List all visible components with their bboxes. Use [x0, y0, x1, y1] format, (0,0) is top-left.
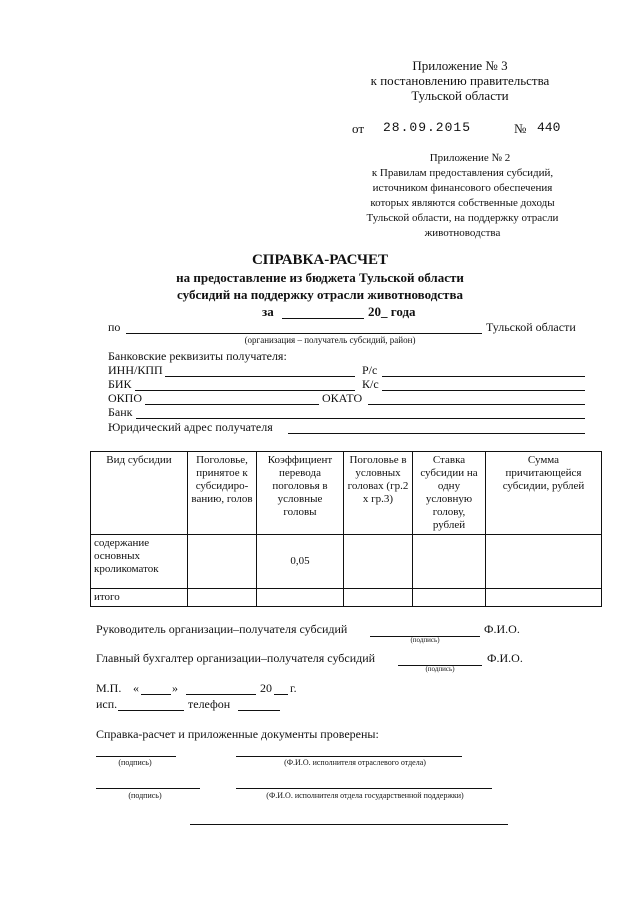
appendix3-line3: Тульской области [411, 88, 509, 103]
po-label: по [108, 320, 121, 334]
header-cell: Поголовье, принятое к субсидиро-ванию, голов [188, 452, 257, 535]
day-field[interactable] [141, 694, 171, 695]
appendix3-line2: к постановлению правительства [370, 73, 550, 88]
month-field[interactable] [186, 694, 256, 695]
decree-date: 28.09.2015 [383, 120, 472, 135]
appendix2-line1: Приложение № 2 [429, 152, 511, 164]
total-conditional-heads[interactable] [344, 589, 413, 607]
bank-field[interactable] [136, 418, 585, 419]
checker2-signature-line[interactable] [96, 788, 200, 789]
org-caption: (организация – получатель субсидий, район) [244, 335, 416, 345]
checker2-fio-caption: (Ф.И.О. исполнителя отдела государственной поддержки) [266, 791, 464, 800]
appendix2-line3: источником финансового обеспечения [372, 182, 553, 194]
accountant-signature-caption: (подпись) [425, 665, 455, 673]
phone-label: телефон [188, 697, 231, 711]
sign-year-suffix: г. [290, 681, 297, 695]
bottom-divider [190, 824, 508, 825]
subsidy-table [90, 451, 602, 607]
accountant-fio: Ф.И.О. [487, 651, 523, 665]
appendix2-line2: к Правилам предоставления субсидий, [371, 167, 554, 179]
row-coefficient: 0,05 [257, 535, 344, 589]
za-label: за [262, 304, 274, 319]
ks-field[interactable] [382, 390, 585, 391]
doc-title: СПРАВКА-РАСЧЕТ [251, 252, 389, 268]
total-head-count[interactable] [188, 589, 257, 607]
head-label: Руководитель организации–получателя субсидий [96, 622, 348, 636]
period-line[interactable] [282, 318, 364, 319]
checker1-signature-line[interactable] [96, 756, 176, 757]
region-label: Тульской области [486, 320, 576, 334]
row-conditional-heads[interactable] [344, 535, 413, 589]
checker1-fio-line[interactable] [236, 756, 462, 757]
table-total-row [91, 589, 602, 607]
checker1-signature-caption: (подпись) [118, 758, 152, 767]
mp-label: М.П. [96, 681, 122, 695]
bank-details-label: Банковские реквизиты получателя: [108, 349, 287, 363]
header-cell: Вид субсидии [91, 452, 188, 535]
inn-label: ИНН/КПП [108, 363, 163, 377]
ks-label: К/с [362, 377, 379, 391]
row-rate[interactable] [413, 535, 486, 589]
row-head-count[interactable] [188, 535, 257, 589]
isp-field[interactable] [118, 710, 184, 711]
date-open-quote: « [133, 681, 139, 695]
row-sum[interactable] [486, 535, 602, 589]
isp-label: исп. [96, 697, 118, 711]
rs-label: Р/с [362, 363, 378, 377]
year-label: 20_ года [368, 304, 416, 319]
okpo-field[interactable] [145, 404, 319, 405]
total-sum[interactable] [486, 589, 602, 607]
okato-label: ОКАТО [322, 391, 363, 405]
table-row [91, 535, 602, 589]
header-cell: Поголовье в условных головах (гр.2 х гр.3) [344, 452, 413, 535]
okato-field[interactable] [368, 404, 585, 405]
checker2-signature-caption: (подпись) [128, 791, 162, 800]
rs-field[interactable] [382, 376, 585, 377]
appendix2-line6: животноводства [424, 227, 501, 239]
org-field[interactable] [126, 333, 482, 334]
okpo-label: ОКПО [108, 391, 143, 405]
appendix2-line4: которых являются собственные доходы [370, 197, 555, 209]
accountant-label: Главный бухгалтер организации–получателя субсидий [96, 651, 376, 665]
checked-label: Справка-расчет и приложенные документы проверены: [96, 727, 379, 741]
doc-subtitle-1: на предоставление из бюджета Тульской области [176, 270, 464, 285]
address-label: Юридический адрес получателя [108, 420, 273, 434]
header-cell: Ставка субсидии на одну условную голову, рублей [413, 452, 486, 535]
head-fio: Ф.И.О. [484, 622, 520, 636]
total-rate[interactable] [413, 589, 486, 607]
row-subsidy-name: содержание основных кроликоматок [91, 535, 188, 589]
decree-number: 440 [537, 120, 561, 135]
total-label: итого [91, 589, 188, 607]
date-close-quote: » [172, 681, 178, 695]
address-field[interactable] [288, 433, 585, 434]
number-prefix: № [514, 121, 527, 136]
sign-year-field[interactable] [274, 694, 288, 695]
checker2-fio-line[interactable] [236, 788, 492, 789]
total-coefficient[interactable] [257, 589, 344, 607]
phone-field[interactable] [238, 710, 280, 711]
appendix3-line1: Приложение № 3 [412, 58, 508, 73]
header-cell: Сумма причитающейся субсидии, рублей [486, 452, 602, 535]
bik-label: БИК [108, 377, 132, 391]
inn-field[interactable] [165, 376, 355, 377]
sign-year: 20 [260, 681, 272, 695]
doc-subtitle-2: субсидий на поддержку отрасли животноводства [177, 287, 463, 302]
head-signature-caption: (подпись) [410, 636, 440, 644]
checker1-fio-caption: (Ф.И.О. исполнителя отраслевого отдела) [284, 758, 426, 767]
header-cell: Коэффициент перевода поголовья в условные головы [257, 452, 344, 535]
table-header-row [91, 452, 602, 535]
date-prefix: от [352, 121, 365, 136]
appendix2-line5: Тульской области, на поддержку отрасли [366, 212, 559, 224]
bank-label: Банк [108, 405, 133, 419]
